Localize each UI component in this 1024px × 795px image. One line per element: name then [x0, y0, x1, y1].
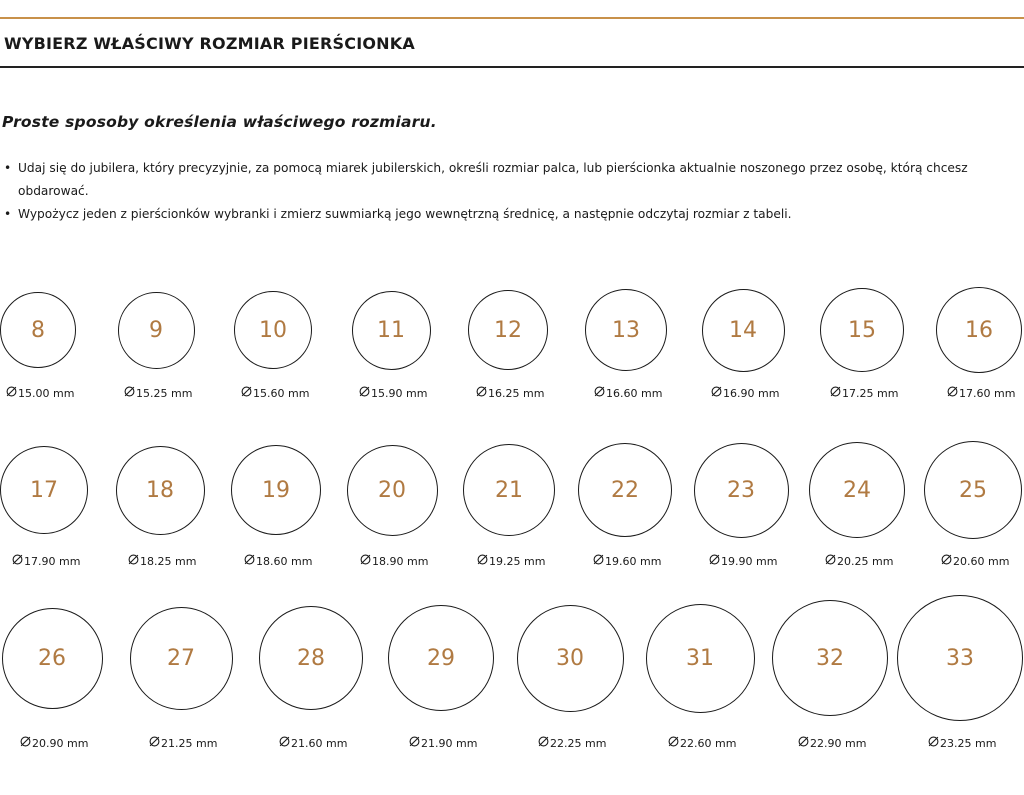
diameter-icon [409, 736, 420, 751]
ring-circle [702, 289, 785, 372]
ring-diameter-label [668, 736, 736, 751]
ring-size-number: 28 [297, 645, 325, 671]
ring-size-number: 19 [262, 477, 290, 503]
ring-circle [2, 608, 103, 709]
ring-circle [936, 287, 1022, 373]
diameter-icon [124, 386, 135, 401]
diameter-icon [360, 554, 371, 569]
ring-diameter-label [476, 386, 544, 401]
ring-diameter-label [477, 554, 545, 569]
ring-size-number: 15 [848, 317, 876, 343]
diameter-icon [830, 386, 841, 401]
diameter-value: 15.90 mm [371, 386, 428, 400]
diameter-value: 20.25 mm [837, 554, 894, 568]
ring-size-number: 9 [149, 317, 163, 343]
ring-size-number: 32 [816, 645, 844, 671]
diameter-value: 18.90 mm [372, 554, 429, 568]
diameter-value: 15.60 mm [253, 386, 310, 400]
diameter-value: 23.25 mm [940, 736, 997, 750]
instruction-item-caliper: • Wypożycz jeden z pierścionków wybranki i zmierz suwmiarką jego wewnętrzną średnicę, a następnie odczytaj rozmiar z tabeli. [4, 203, 1014, 226]
ring-diameter-label [711, 386, 779, 401]
ring-size-number: 13 [612, 317, 640, 343]
ring-diameter-label [928, 736, 996, 751]
ring-diameter-label [128, 554, 196, 569]
ring-circle [820, 288, 904, 372]
diameter-icon [711, 386, 722, 401]
ring-size-number: 18 [146, 477, 174, 503]
diameter-icon [6, 386, 17, 401]
ring-circle [130, 607, 233, 710]
diameter-value: 22.60 mm [680, 736, 737, 750]
diameter-value: 17.60 mm [959, 386, 1016, 400]
diameter-value: 16.90 mm [723, 386, 780, 400]
ring-diameter-label [594, 386, 662, 401]
diameter-icon [941, 554, 952, 569]
ring-circle [0, 292, 76, 368]
intro-subtitle: Proste sposoby określenia właściwego rozmiaru. [2, 113, 437, 131]
ring-diameter-label [593, 554, 661, 569]
diameter-icon [594, 386, 605, 401]
diameter-value: 21.25 mm [161, 736, 218, 750]
ring-circle [468, 290, 548, 370]
diameter-icon [825, 554, 836, 569]
ring-circle [772, 600, 888, 716]
ring-diameter-label [241, 386, 309, 401]
ring-diameter-label [12, 554, 80, 569]
diameter-icon [241, 386, 252, 401]
diameter-value: 20.60 mm [953, 554, 1010, 568]
ring-size-number: 20 [378, 477, 406, 503]
ring-diameter-label [360, 554, 428, 569]
diameter-icon [244, 554, 255, 569]
ring-circle [578, 443, 672, 537]
ring-diameter-label [798, 736, 866, 751]
ring-size-number: 25 [959, 477, 987, 503]
ring-size-number: 14 [729, 317, 757, 343]
diameter-value: 16.25 mm [488, 386, 545, 400]
ring-circle [585, 289, 667, 371]
top-accent-rule [0, 17, 1024, 19]
ring-diameter-label [124, 386, 192, 401]
ring-circle [118, 292, 195, 369]
ring-size-number: 24 [843, 477, 871, 503]
title-divider [0, 66, 1024, 68]
ring-circle [646, 604, 755, 713]
ring-size-number: 22 [611, 477, 639, 503]
ring-circle [924, 441, 1022, 539]
ring-circle [463, 444, 555, 536]
diameter-value: 18.25 mm [140, 554, 197, 568]
diameter-icon [12, 554, 23, 569]
diameter-value: 22.90 mm [810, 736, 867, 750]
diameter-icon [128, 554, 139, 569]
ring-circle [694, 443, 789, 538]
ring-diameter-label [538, 736, 606, 751]
page-title: WYBIERZ WŁAŚCIWY ROZMIAR PIERŚCIONKA [4, 34, 415, 53]
ring-size-number: 33 [946, 645, 974, 671]
ring-size-number: 29 [427, 645, 455, 671]
diameter-value: 15.25 mm [136, 386, 193, 400]
ring-circle [517, 605, 624, 712]
diameter-value: 15.00 mm [18, 386, 75, 400]
ring-size-number: 17 [30, 477, 58, 503]
ring-size-number: 21 [495, 477, 523, 503]
ring-circle [259, 606, 363, 710]
ring-diameter-label [244, 554, 312, 569]
diameter-icon [538, 736, 549, 751]
instruction-item-jeweler: • Udaj się do jubilera, który precyzyjnie, za pomocą miarek jubilerskich, określi rozmiar palca, lub pierścionka aktualnie noszonego przez osobę, którą chcesz obdarować. [4, 157, 1014, 203]
diameter-icon [947, 386, 958, 401]
diameter-icon [709, 554, 720, 569]
diameter-icon [593, 554, 604, 569]
ring-circle [116, 446, 205, 535]
diameter-icon [477, 554, 488, 569]
ring-size-number: 30 [556, 645, 584, 671]
diameter-icon [279, 736, 290, 751]
ring-size-number: 12 [494, 317, 522, 343]
diameter-value: 16.60 mm [606, 386, 663, 400]
diameter-icon [20, 736, 31, 751]
diameter-value: 17.25 mm [842, 386, 899, 400]
diameter-value: 22.25 mm [550, 736, 607, 750]
ring-diameter-label [279, 736, 347, 751]
ring-circle [231, 445, 321, 535]
diameter-value: 20.90 mm [32, 736, 89, 750]
diameter-value: 19.25 mm [489, 554, 546, 568]
diameter-icon [359, 386, 370, 401]
ring-size-number: 31 [686, 645, 714, 671]
diameter-value: 17.90 mm [24, 554, 81, 568]
ring-size-number: 23 [727, 477, 755, 503]
diameter-value: 21.60 mm [291, 736, 348, 750]
ring-diameter-label [941, 554, 1009, 569]
ring-size-number: 16 [965, 317, 993, 343]
diameter-icon [928, 736, 939, 751]
ring-diameter-label [825, 554, 893, 569]
ring-diameter-label [947, 386, 1015, 401]
diameter-icon [476, 386, 487, 401]
ring-circle [388, 605, 494, 711]
ring-circle [234, 291, 312, 369]
ring-diameter-label [359, 386, 427, 401]
ring-diameter-label [149, 736, 217, 751]
diameter-value: 18.60 mm [256, 554, 313, 568]
ring-size-number: 11 [377, 317, 405, 343]
ring-circle [809, 442, 905, 538]
diameter-icon [798, 736, 809, 751]
ring-size-number: 27 [167, 645, 195, 671]
ring-circle [0, 446, 88, 534]
diameter-value: 19.60 mm [605, 554, 662, 568]
ring-diameter-label [709, 554, 777, 569]
diameter-icon [668, 736, 679, 751]
diameter-value: 19.90 mm [721, 554, 778, 568]
ring-diameter-label [409, 736, 477, 751]
ring-diameter-label [6, 386, 74, 401]
ring-size-number: 8 [31, 317, 45, 343]
ring-circle [352, 291, 431, 370]
ring-diameter-label [830, 386, 898, 401]
ring-size-number: 10 [259, 317, 287, 343]
instructions-list [4, 157, 1014, 226]
diameter-value: 21.90 mm [421, 736, 478, 750]
diameter-icon [149, 736, 160, 751]
ring-size-number: 26 [38, 645, 66, 671]
ring-circle [897, 595, 1023, 721]
ring-circle [347, 445, 438, 536]
ring-diameter-label [20, 736, 88, 751]
